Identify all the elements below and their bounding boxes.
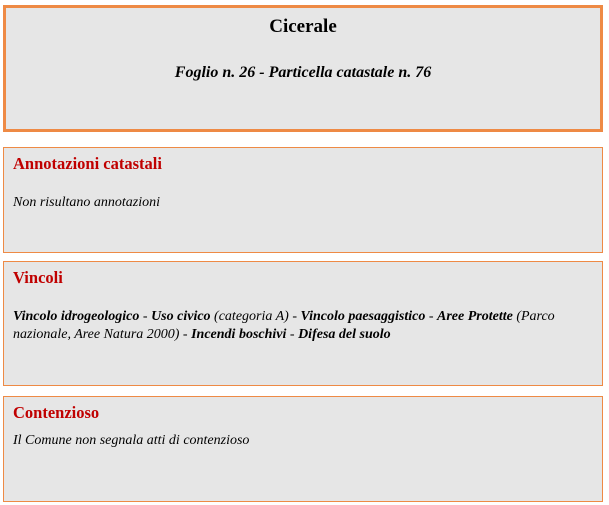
aree-protette-note: (Parco nazionale, Aree Natura 2000) - [13,309,555,342]
separator: - [286,327,299,342]
parcel-subtitle: Foglio n. 26 - Particella catastale n. 76 [174,64,432,81]
contenzioso-section [3,396,603,502]
vincolo-idrogeologico: Vincolo idrogeologico [13,309,140,324]
annotazioni-title: Annotazioni catastali [13,154,162,173]
separator: - [425,309,438,324]
vincoli-title: Vincoli [13,268,63,287]
vincolo-aree-protette: Aree Protette [437,309,513,324]
vincolo-uso-civico: Uso civico [151,309,211,324]
separator: - [139,309,152,324]
uso-civico-note: (categoria A) - [210,309,301,324]
vincolo-incendi-boschivi: Incendi boschivi [191,327,287,342]
contenzioso-title: Contenzioso [13,403,100,422]
municipality-title: Cicerale [269,16,337,37]
vincoli-text [13,308,594,344]
vincolo-paesaggistico: Vincolo paesaggistico [300,309,426,324]
annotazioni-section [3,147,603,253]
vincolo-difesa-suolo: Difesa del suolo [298,327,391,342]
contenzioso-text: Il Comune non segnala atti di contenzioso [13,433,250,448]
annotazioni-text: Non risultano annotazioni [13,195,161,210]
vincoli-section [3,261,603,386]
parcel-header-panel [3,5,603,132]
